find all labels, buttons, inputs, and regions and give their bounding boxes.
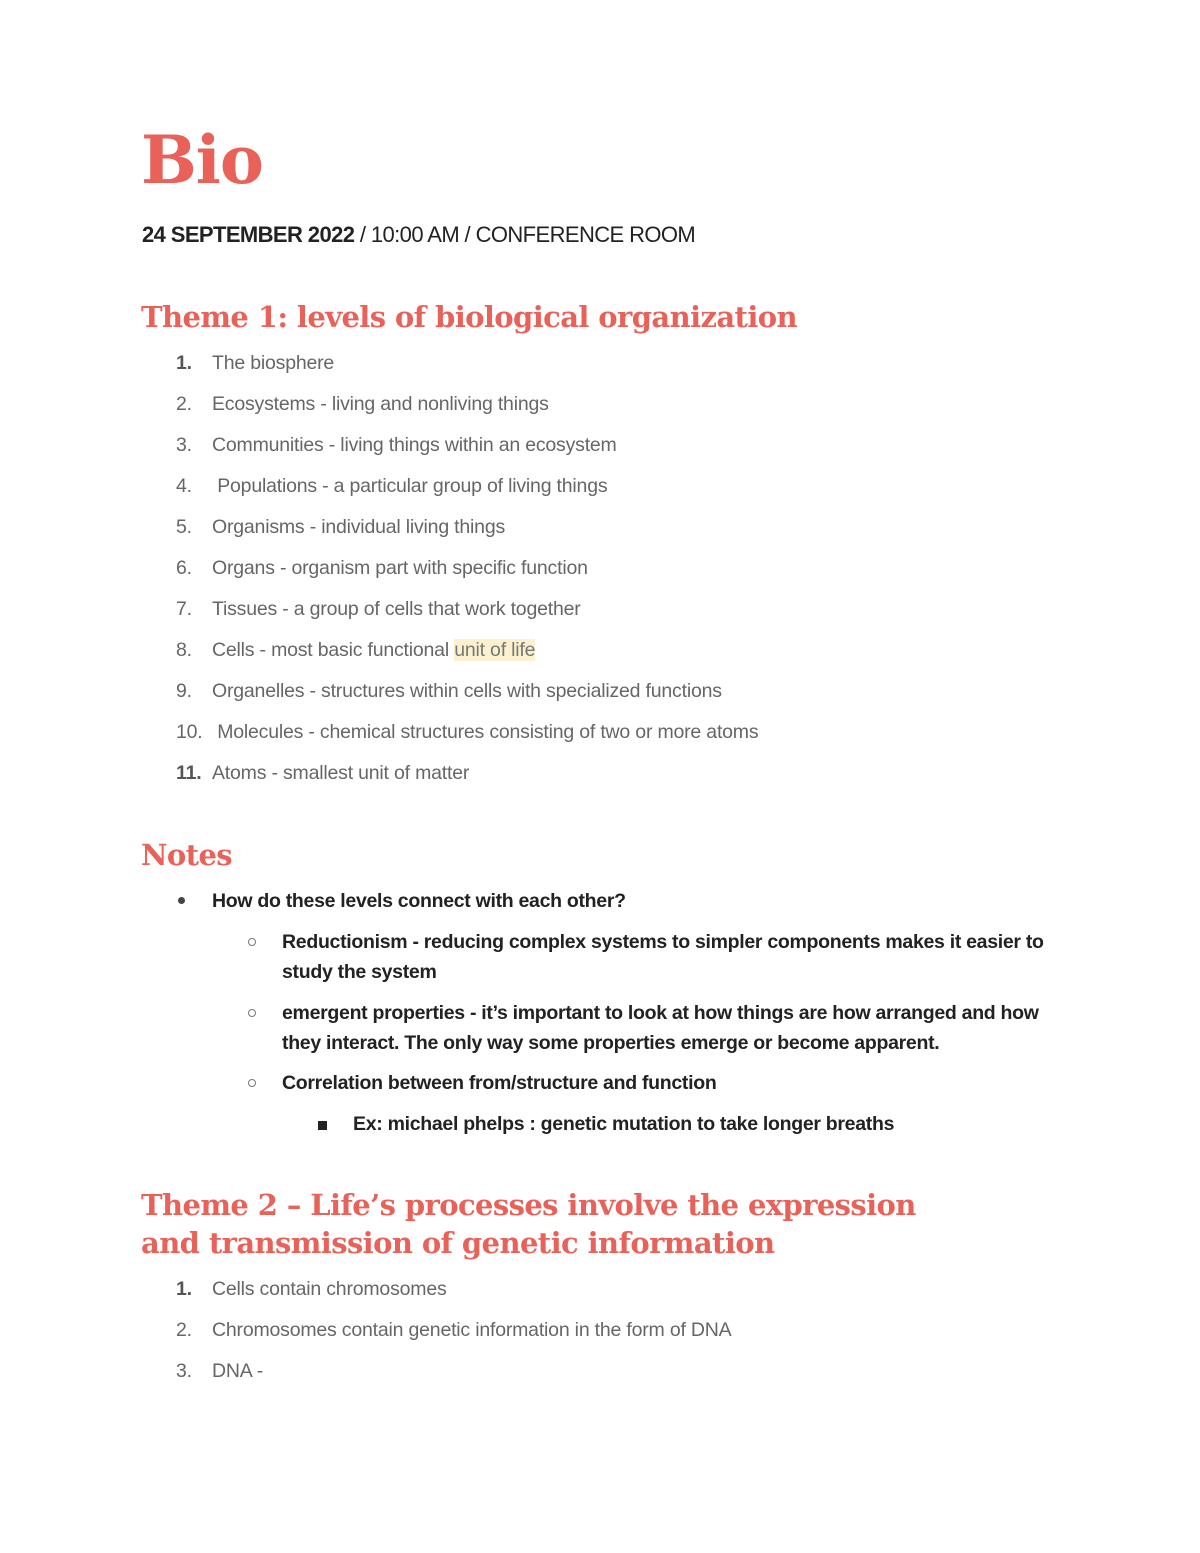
list-number: 10. xyxy=(176,721,203,743)
list-number: 5. xyxy=(176,516,192,538)
list-item xyxy=(0,555,1200,596)
list-number: 9. xyxy=(176,680,192,702)
list-number: 1. xyxy=(176,352,192,374)
theme2-heading: Theme 2 – Life’s processes involve the expression and transmission of genetic information xyxy=(141,1188,916,1260)
list-text: Organs - organism part with specific function xyxy=(212,557,588,579)
list-number: 7. xyxy=(176,598,192,620)
list-text-plain: Cells - most basic functional xyxy=(212,639,455,661)
list-text: DNA - xyxy=(212,1360,264,1382)
notes-example: Ex: michael phelps : genetic mutation to take longer breaths xyxy=(353,1113,895,1135)
list-number: 2. xyxy=(176,1319,192,1341)
theme1-list xyxy=(0,350,1200,801)
list-number: 3. xyxy=(176,1360,192,1382)
list-item xyxy=(0,1276,1200,1317)
list-number: 8. xyxy=(176,639,192,661)
list-item xyxy=(0,1358,1200,1399)
list-text: Ecosystems - living and nonliving things xyxy=(212,393,549,415)
list-text: Atoms - smallest unit of matter xyxy=(212,762,470,784)
meeting-date: 24 SEPTEMBER 2022 xyxy=(142,222,355,247)
bullet-circle-icon xyxy=(248,1079,256,1087)
bullet-disc-icon xyxy=(178,897,185,904)
list-text: Populations - a particular group of living things xyxy=(212,475,608,497)
notes-sub-item: Reductionism - reducing complex systems to simpler components makes it easier to study the system xyxy=(282,931,1044,983)
list-item xyxy=(0,678,1200,719)
document-title: Bio xyxy=(141,121,263,199)
list-item xyxy=(0,473,1200,514)
bullet-circle-icon xyxy=(248,1009,256,1017)
list-text: Organelles - structures within cells with specialized functions xyxy=(212,680,722,702)
list-text: Organisms - individual living things xyxy=(212,516,506,538)
list-item xyxy=(0,432,1200,473)
list-text: Communities - living things within an ecosystem xyxy=(212,434,617,456)
notes-sub-item: emergent properties - it’s important to look at how things are how arranged and how they interact. The only way some properties emerge or become apparent. xyxy=(282,1002,1039,1054)
list-item xyxy=(0,350,1200,391)
list-text xyxy=(212,637,535,663)
notes-question: How do these levels connect with each other? xyxy=(212,890,626,912)
list-text: The biosphere xyxy=(212,352,335,374)
list-number: 2. xyxy=(176,393,192,415)
list-number: 3. xyxy=(176,434,192,456)
highlighted-text: unit of life xyxy=(454,639,536,661)
theme2-list xyxy=(0,1276,1200,1399)
list-text: Molecules - chemical structures consisting of two or more atoms xyxy=(212,721,759,743)
list-text: Cells contain chromosomes xyxy=(212,1278,447,1300)
theme1-heading: Theme 1: levels of biological organization xyxy=(141,300,797,334)
list-text: Tissues - a group of cells that work together xyxy=(212,598,581,620)
bullet-circle-icon xyxy=(248,938,256,946)
meeting-meta xyxy=(142,221,695,249)
bullet-square-icon xyxy=(318,1121,327,1130)
list-item xyxy=(0,719,1200,760)
list-item xyxy=(0,514,1200,555)
meeting-time-location: / 10:00 AM / CONFERENCE ROOM xyxy=(354,222,696,247)
list-item xyxy=(0,596,1200,637)
notes-sub-item: Correlation between from/structure and function xyxy=(282,1072,717,1094)
list-item xyxy=(0,391,1200,432)
list-number: 4. xyxy=(176,475,192,497)
list-item xyxy=(0,760,1200,801)
notes-heading: Notes xyxy=(141,838,233,872)
list-text: Chromosomes contain genetic information in the form of DNA xyxy=(212,1319,732,1341)
list-item xyxy=(0,1317,1200,1358)
list-number: 6. xyxy=(176,557,192,579)
list-number: 11. xyxy=(176,762,202,784)
list-item xyxy=(0,637,1200,678)
list-number: 1. xyxy=(176,1278,192,1300)
